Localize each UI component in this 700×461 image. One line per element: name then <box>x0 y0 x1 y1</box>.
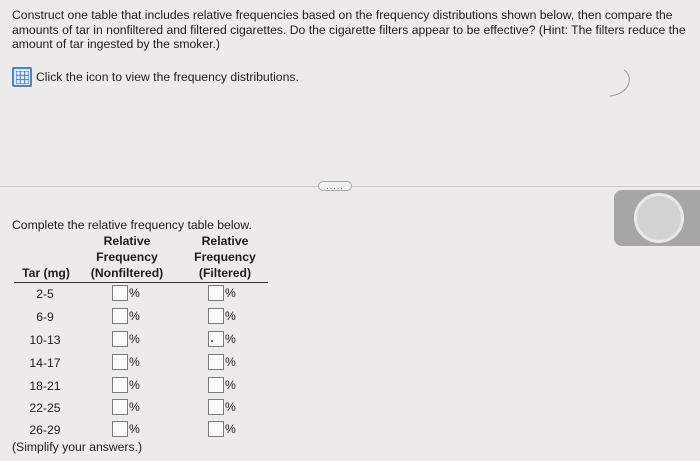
nonfiltered-input-box[interactable] <box>112 331 128 347</box>
tar-range-label: 22-25 <box>29 401 61 415</box>
tar-range-label: 26-29 <box>29 423 61 437</box>
header-nonfiltered: (Nonfiltered) <box>90 266 164 280</box>
percent-sign: % <box>225 378 236 392</box>
percent-sign: % <box>225 332 236 346</box>
percent-sign: % <box>129 400 140 414</box>
tar-range-label: 2-5 <box>36 287 54 301</box>
header-filtered: (Filtered) <box>198 266 252 280</box>
filtered-input-box[interactable] <box>208 421 224 437</box>
header-tar: Tar (mg) <box>22 266 70 280</box>
nonfiltered-cell <box>112 331 140 347</box>
filtered-input-box[interactable] <box>208 377 224 393</box>
percent-sign: % <box>225 286 236 300</box>
stray-curve-mark <box>598 66 638 102</box>
table-row <box>0 376 300 398</box>
percent-sign: % <box>225 400 236 414</box>
nonfiltered-cell <box>112 308 140 324</box>
filtered-cell <box>208 377 236 393</box>
percent-sign: % <box>129 355 140 369</box>
percent-sign: % <box>129 332 140 346</box>
view-distributions-label: Click the icon to view the frequency distributions. <box>36 70 299 84</box>
filtered-cell <box>208 421 236 437</box>
filtered-input-box[interactable] <box>208 354 224 370</box>
percent-sign: % <box>225 309 236 323</box>
side-panel-knob[interactable] <box>634 193 684 243</box>
filtered-input-box[interactable] <box>208 331 224 347</box>
filtered-cell <box>208 285 236 301</box>
expand-more-button[interactable]: ..... <box>318 181 352 191</box>
nonfiltered-input-box[interactable] <box>112 421 128 437</box>
table-instruction: Complete the relative frequency table below. <box>12 218 252 232</box>
table-row <box>0 307 300 329</box>
nonfiltered-input-box[interactable] <box>112 354 128 370</box>
tar-range-label: 18-21 <box>29 379 61 393</box>
table-grid-icon[interactable] <box>12 67 32 87</box>
filtered-input-box[interactable] <box>208 285 224 301</box>
header-relative-nonfiltered: Relative <box>103 234 151 248</box>
nonfiltered-input-box[interactable] <box>112 377 128 393</box>
percent-sign: % <box>129 286 140 300</box>
view-distributions-link[interactable] <box>12 66 299 88</box>
filtered-cell <box>208 399 236 415</box>
table-row <box>0 284 300 306</box>
table-row <box>0 353 300 375</box>
table-row <box>0 398 300 420</box>
question-text: Construct one table that includes relative frequencies based on the frequency distributions shown below, then compare the amounts of tar in nonfiltered and filtered cigarettes. Do the cigarette filters appear to be effective? (Hint: The filters reduce the amount of tar ingested by the smoker.) <box>12 8 686 52</box>
percent-sign: % <box>225 422 236 436</box>
filtered-input-box[interactable] <box>208 308 224 324</box>
header-relative-filtered: Relative <box>201 234 249 248</box>
filtered-input-box[interactable] <box>208 399 224 415</box>
percent-sign: % <box>129 309 140 323</box>
simplify-note: (Simplify your answers.) <box>12 440 143 454</box>
header-frequency-filtered: Frequency <box>194 250 256 264</box>
nonfiltered-input-box[interactable] <box>112 308 128 324</box>
percent-sign: % <box>225 355 236 369</box>
percent-sign: % <box>129 422 140 436</box>
cursor-dot <box>211 340 213 342</box>
tar-range-label: 6-9 <box>36 310 54 324</box>
table-row <box>0 330 300 352</box>
nonfiltered-cell <box>112 377 140 393</box>
percent-sign: % <box>129 378 140 392</box>
nonfiltered-input-box[interactable] <box>112 399 128 415</box>
filtered-cell <box>208 331 236 347</box>
tar-range-label: 10-13 <box>29 333 61 347</box>
filtered-cell <box>208 354 236 370</box>
nonfiltered-cell <box>112 354 140 370</box>
header-frequency-nonfiltered: Frequency <box>96 250 158 264</box>
nonfiltered-cell <box>112 399 140 415</box>
nonfiltered-input-box[interactable] <box>112 285 128 301</box>
nonfiltered-cell <box>112 421 140 437</box>
table-row <box>0 420 300 442</box>
table-header-rule <box>14 282 268 283</box>
nonfiltered-cell <box>112 285 140 301</box>
tar-range-label: 14-17 <box>29 356 61 370</box>
filtered-cell <box>208 308 236 324</box>
